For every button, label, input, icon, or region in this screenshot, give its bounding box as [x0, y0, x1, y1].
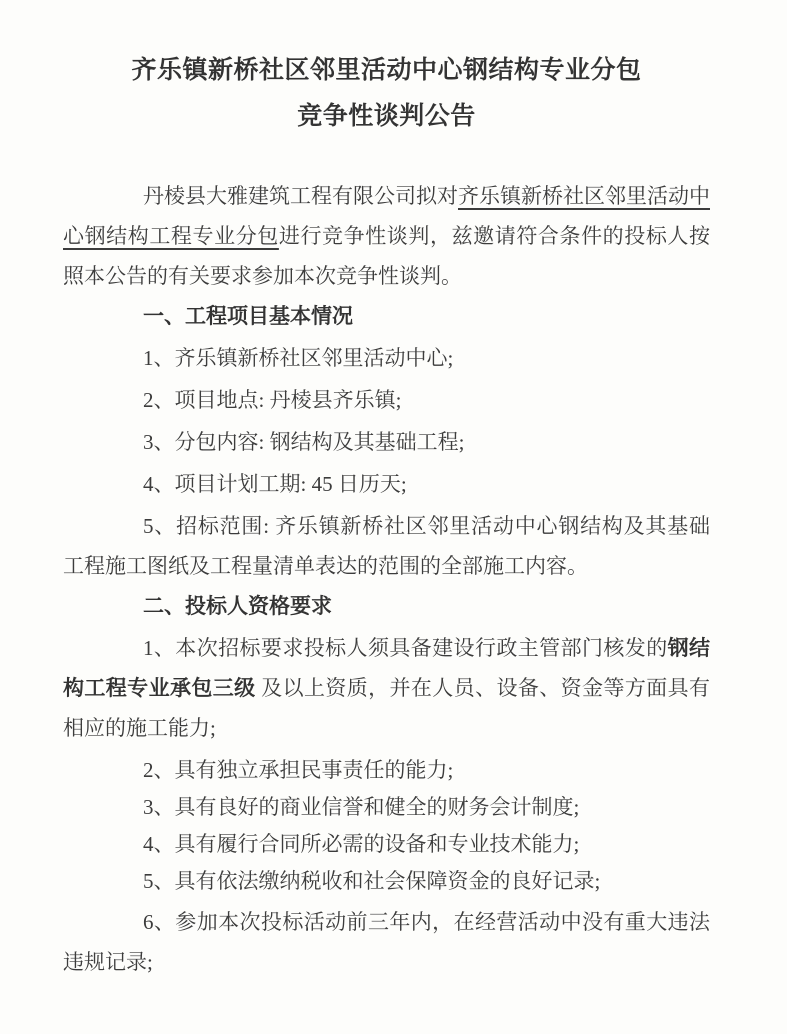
title-line-2: 竞争性谈判公告: [297, 103, 476, 130]
section2-item-qualification: [63, 628, 710, 748]
document-content: [63, 48, 710, 982]
qualification-text-after: 及以上资质，并在人员、设备、资金等方面具有相应的施工能力;: [63, 676, 711, 740]
intro-text-before: 丹棱县大雅建筑工程有限公司拟对: [143, 184, 458, 208]
section2-item-business-reputation: 3、具有良好的商业信誉和健全的财务会计制度;: [143, 795, 580, 819]
qualification-bold-grade: 钢结构工程专业承包三级: [63, 636, 710, 700]
intro-text-after: 进行竞争性谈判，兹邀请符合条件的投标人按照本公告的有关要求参加本次竞争性谈判。: [63, 224, 711, 288]
section1-item-bidding-scope: 5、招标范围: 齐乐镇新桥社区邻里活动中心钢结构及其基础工程施工图纸及工程量清单表达的范围的全部施工内容。: [63, 514, 710, 578]
section2-item-civil-liability: 2、具有独立承担民事责任的能力;: [143, 758, 454, 782]
qualification-text-before: 1、本次招标要求投标人须具备建设行政主管部门核发的: [143, 636, 668, 660]
section2-item-tax-record: 5、具有依法缴纳税收和社会保障资金的良好记录;: [143, 869, 601, 893]
section1-heading: 一、工程项目基本情况: [143, 304, 353, 328]
intro-paragraph: [63, 176, 710, 296]
document-title: [63, 48, 710, 140]
section1-item-project-name: 1、齐乐镇新桥社区邻里活动中心;: [143, 346, 454, 370]
section1-item-planned-duration: 4、项目计划工期: 45 日历天;: [143, 472, 407, 496]
section1-item-location: 2、项目地点: 丹棱县齐乐镇;: [143, 388, 402, 412]
section2-heading: 二、投标人资格要求: [143, 594, 332, 618]
section2-item-no-violation-record: 6、参加本次投标活动前三年内，在经营活动中没有重大违法违规记录;: [63, 910, 710, 974]
intro-underlined-project-name: 齐乐镇新桥社区邻里活动中心钢结构工程专业分包: [63, 184, 710, 248]
section1-item-subcontract-content: 3、分包内容: 钢结构及其基础工程;: [143, 430, 465, 454]
title-line-1: 齐乐镇新桥社区邻里活动中心钢结构专业分包: [131, 57, 642, 84]
section2-item-equipment-capability: 4、具有履行合同所必需的设备和专业技术能力;: [143, 832, 580, 856]
